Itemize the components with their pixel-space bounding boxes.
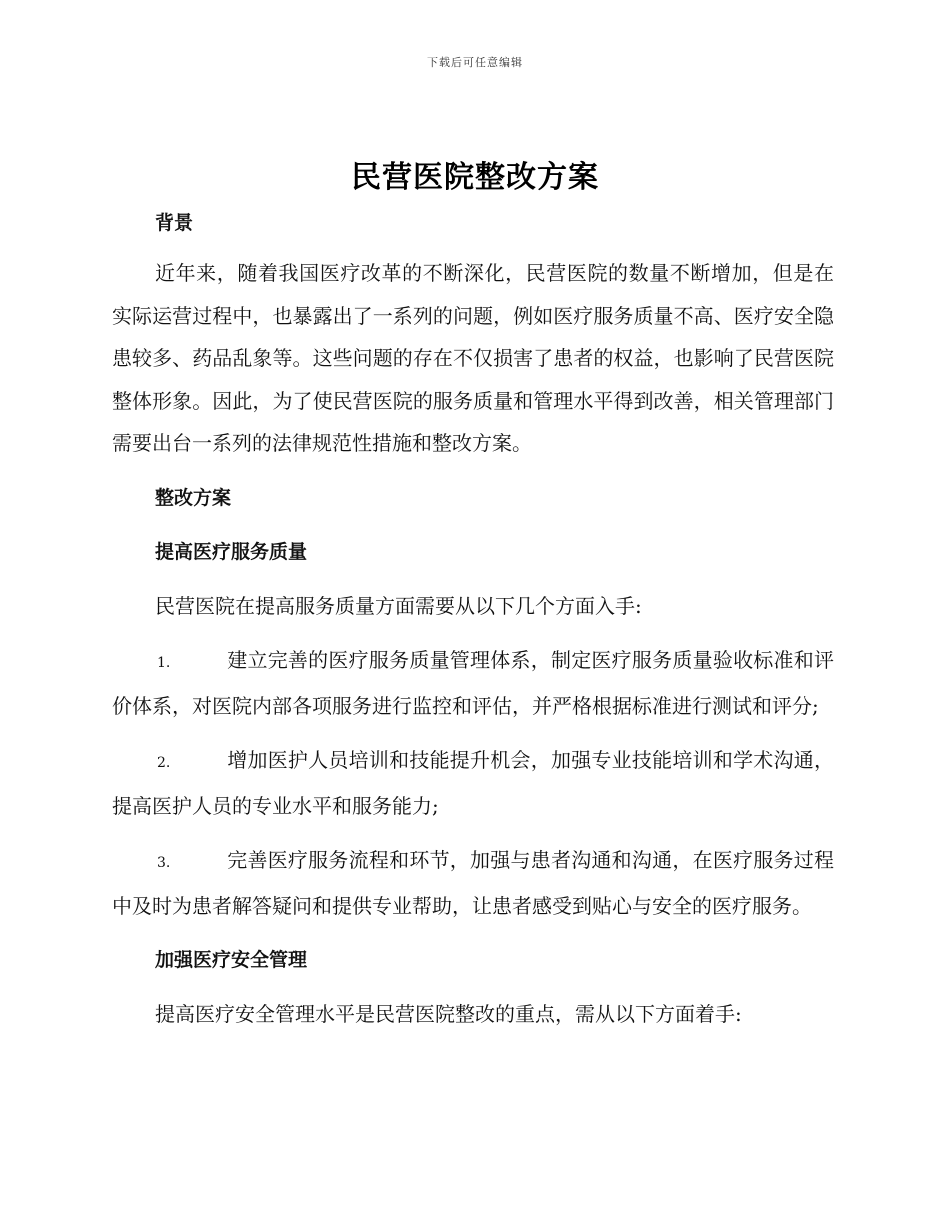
document-title: 民营医院整改方案 [351, 160, 599, 195]
section-heading-quality: 提高医疗服务质量 [155, 540, 308, 563]
list-item-number: 1. [157, 655, 171, 671]
header-note: 下载后可任意编辑 [427, 56, 523, 69]
list-item-number: 3. [157, 855, 171, 871]
section-heading-background: 背景 [155, 212, 194, 234]
list-item-number: 2. [157, 755, 171, 771]
list-item-text: 完善医疗服务流程和环节，加强与患者沟通和沟通，在医疗服务过程中及时为患者解答疑问和提供专业帮助，让患者感受到贴心与安全的医疗服务。 [112, 848, 834, 918]
list-item [112, 639, 834, 727]
list-item-text: 建立完善的医疗服务质量管理体系，制定医疗服务质量验收标准和评价体系，对医院内部各项服务进行监控和评估，并严格根据标准进行测试和评分; [112, 648, 834, 718]
list-item-text: 增加医护人员培训和技能提升机会，加强专业技能培训和学术沟通，提高医护人员的专业水平和服务能力; [112, 748, 834, 818]
list-item [112, 739, 834, 827]
safety-intro-paragraph: 提高医疗安全管理水平是民营医院整改的重点，需从以下方面着手: [155, 1002, 742, 1026]
section-heading-plan: 整改方案 [155, 486, 232, 509]
document-body [112, 202, 834, 1036]
background-paragraph: 近年来，随着我国医疗改革的不断深化，民营医院的数量不断增加，但是在实际运营过程中，也暴露出了一系列的问题，例如医疗服务质量不高、医疗安全隐患较多、药品乱象等。这些问题的存在不仅损害了患者的权益，也影响了民营医院整体形象。因此，为了使民营医院的服务质量和管理水平得到改善，相关管理部门需要出台一系列的法律规范性措施和整改方案。 [112, 261, 834, 455]
quality-intro-paragraph: 民营医院在提高服务质量方面需要从以下几个方面入手: [155, 593, 642, 618]
section-heading-safety: 加强医疗安全管理 [155, 949, 308, 971]
list-item [112, 839, 834, 927]
